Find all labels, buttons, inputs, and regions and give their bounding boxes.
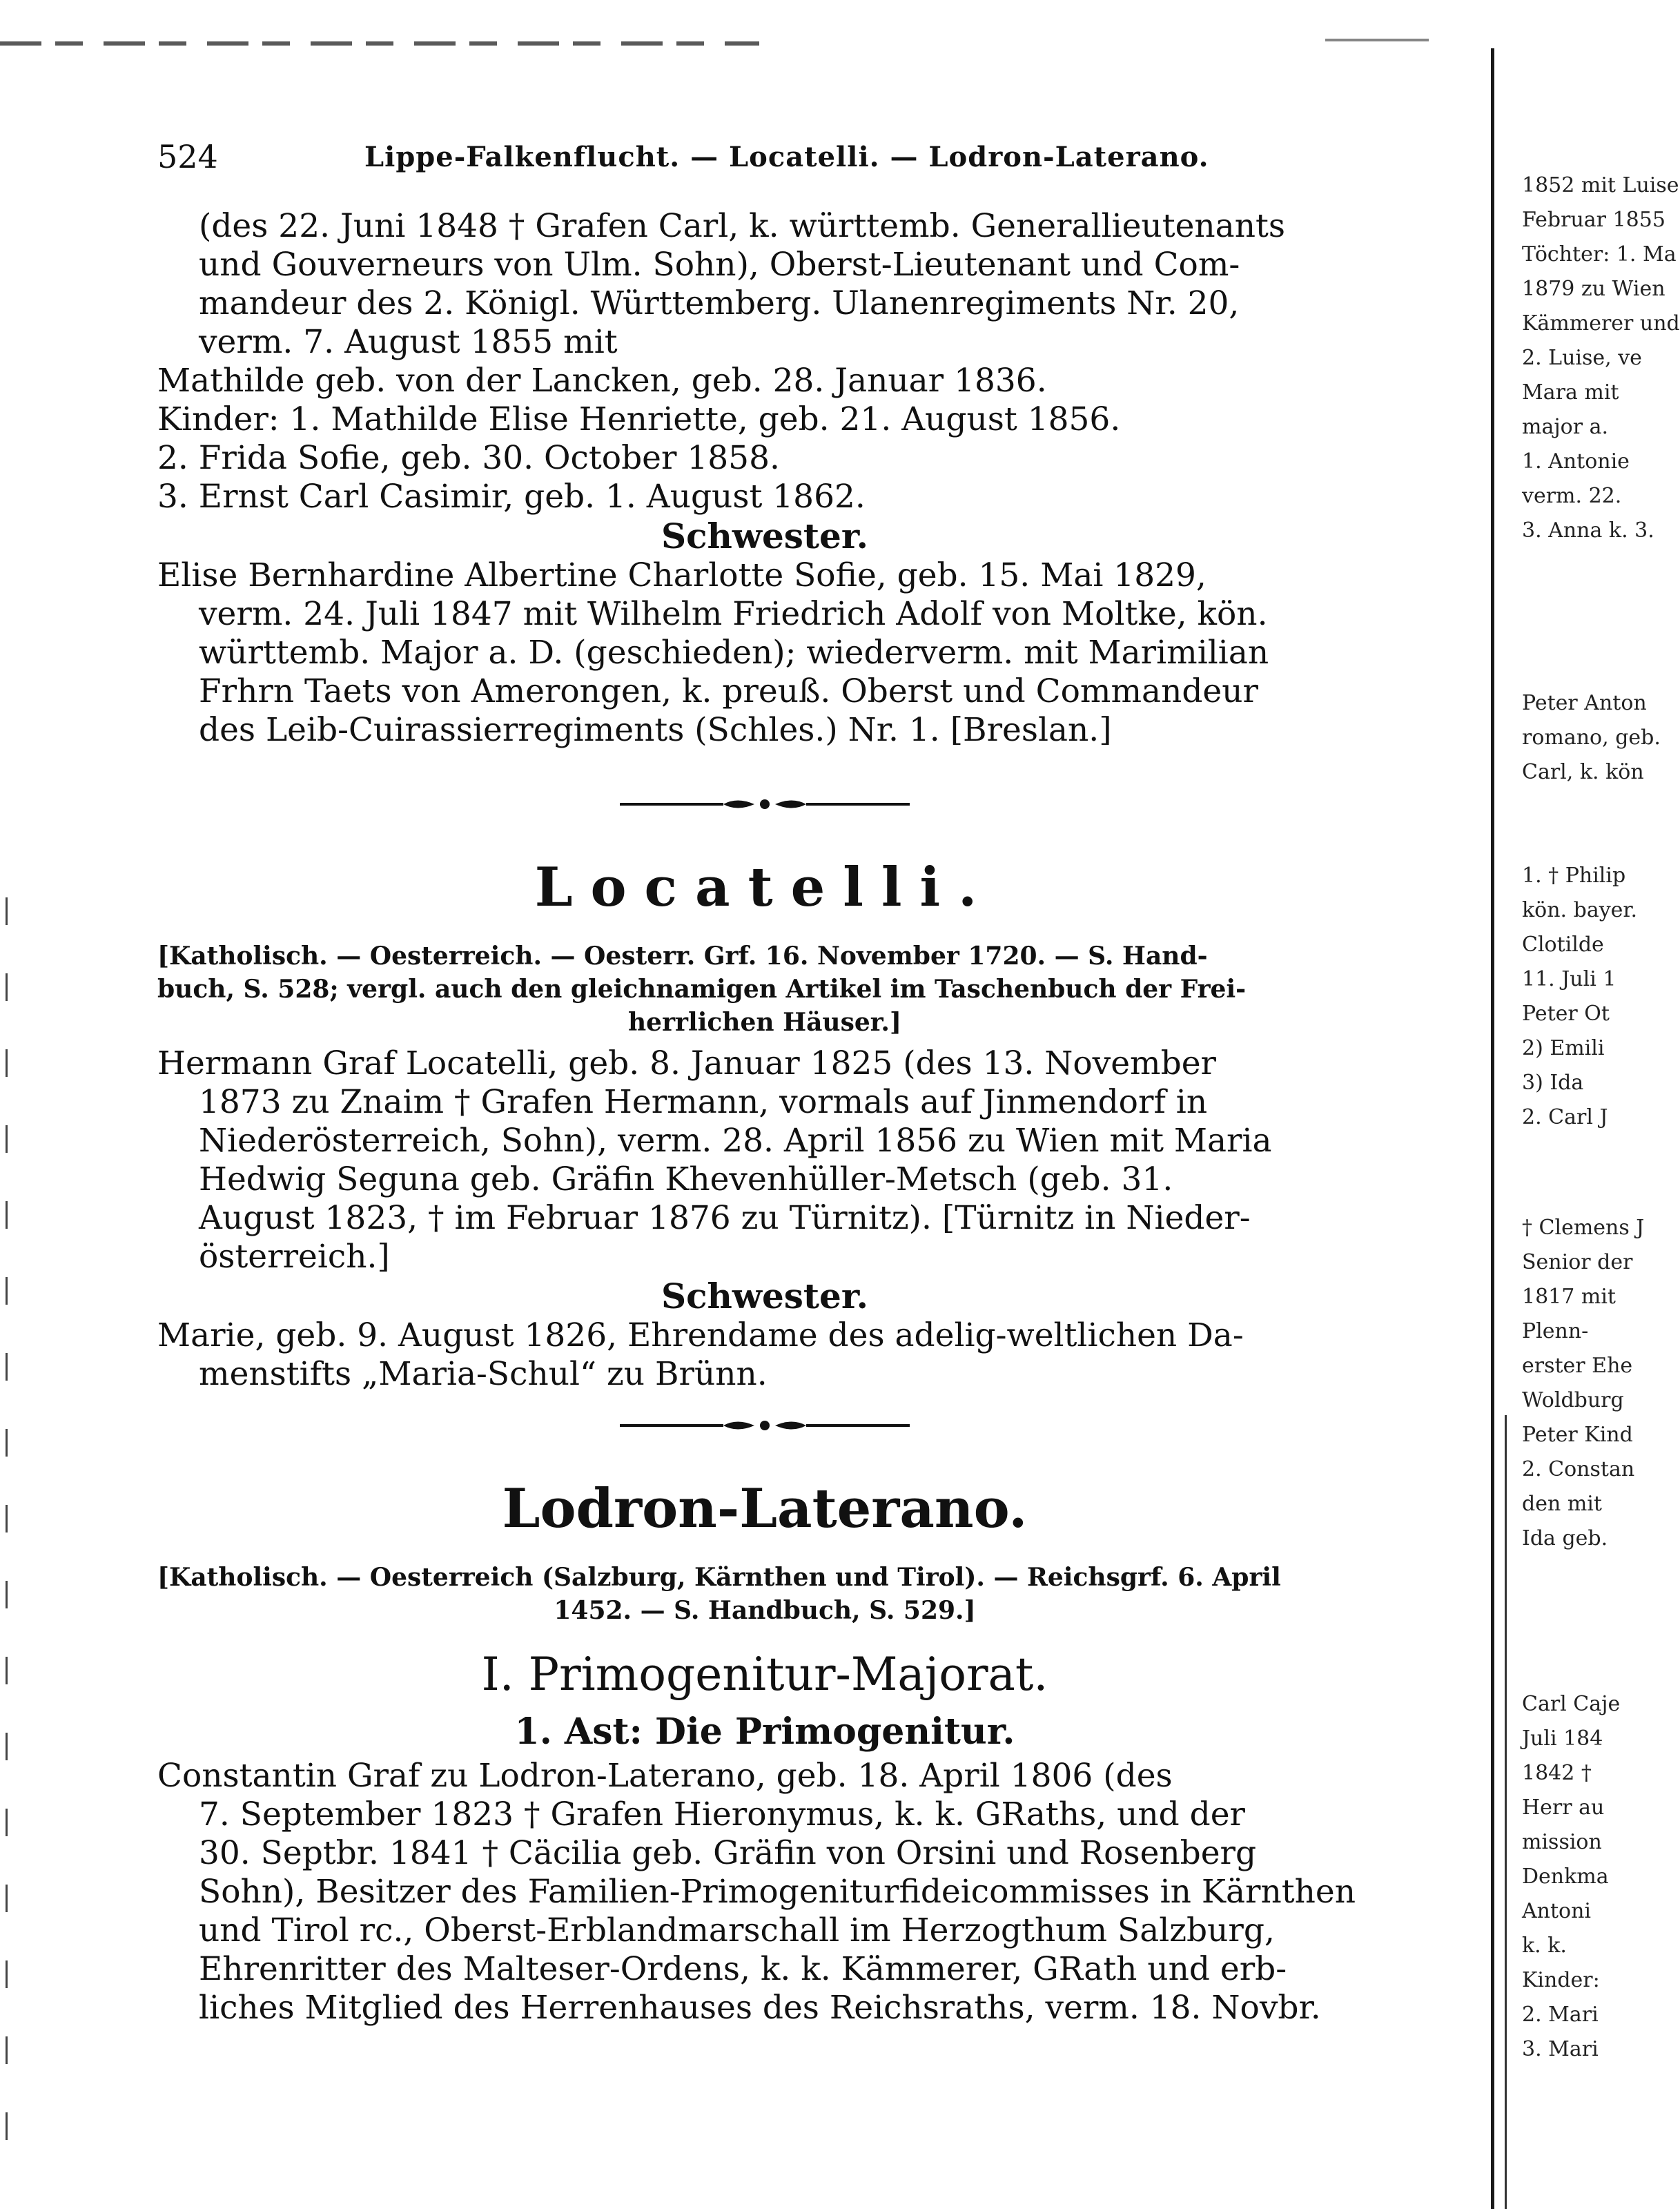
margin-fragment: 1842 † [1522,1761,1592,1785]
margin-fragment: Carl, k. kön [1522,760,1644,784]
text-line: Frhrn Taets von Amerongen, k. preuß. Oberst und Commandeur [199,672,1258,710]
text-line: (des 22. Juni 1848 † Grafen Carl, k. württemb. Generallieutenants [199,207,1285,245]
margin-fragment: romano, geb. [1522,726,1661,750]
margin-fragment: den mit [1522,1492,1602,1516]
text-line: verm. 7. August 1855 mit [199,323,618,361]
family-title: Locatelli. [534,856,995,919]
text-line: des Leib-Cuirassierregiments (Schles.) Nr. 1. [Breslan.] [199,711,1112,749]
branch-title: 1. Ast: Die Primogenitur. [514,1711,1015,1753]
text-line: 1873 zu Znaim † Grafen Hermann, vormals auf Jinmendorf in [199,1083,1208,1121]
text-line: Niederösterreich, Sohn), verm. 28. April 1856 zu Wien mit Maria [199,1122,1272,1160]
text-line: 7. September 1823 † Grafen Hieronymus, k. k. GRaths, und der [199,1796,1246,1833]
lippe-entry [157,207,1372,750]
text-line: Hermann Graf Locatelli, geb. 8. Januar 1825 (des 13. November [157,1044,1216,1082]
children-line: 3. Ernst Carl Casimir, geb. 1. August 1862. [157,478,866,516]
text-line: verm. 24. Juli 1847 mit Wilhelm Friedrich Adolf von Moltke, kön. [199,595,1268,633]
text-line: Marie, geb. 9. August 1826, Ehrendame des adelig-weltlichen Da- [157,1316,1244,1354]
margin-fragment: Plenn- [1522,1319,1589,1343]
page-gutter [1505,1415,1507,2209]
meta-line: 1452. — S. Handbuch, S. 529.] [554,1596,976,1625]
children-line: Kinder: 1. Mathilde Elise Henriette, geb. 21. August 1856. [157,400,1121,438]
running-head: Lippe-Falkenflucht. — Locatelli. — Lodron-Laterano. [364,141,1209,173]
text-line: Sohn), Besitzer des Familien-Primogeniturfideicommisses in Kärnthen [199,1873,1356,1911]
page-gutter [1491,48,1494,2209]
text-line: württemb. Major a. D. (geschieden); wiederverm. mit Marimilian [199,634,1269,672]
text-line: August 1823, † im Februar 1876 zu Türnitz). [Türnitz in Nieder- [199,1199,1251,1237]
margin-fragment: Carl Caje [1522,1692,1621,1716]
margin-fragment: Kinder: [1522,1968,1600,1992]
page-header [157,138,1386,179]
margin-fragment: 11. Juli 1 [1522,967,1616,991]
meta-line: [Katholisch. — Oesterreich (Salzburg, Kärnthen und Tirol). — Reichsgrf. 6. April [157,1563,1281,1592]
margin-fragment: 1852 mit Luise [1522,173,1679,197]
locatelli-section [157,856,1372,1394]
section-ornament [620,1415,910,1436]
margin-fragment: 2. Constan [1522,1457,1635,1481]
text-line: Hedwig Seguna geb. Gräfin Khevenhüller-Metsch (geb. 31. [199,1160,1173,1198]
margin-fragment: 1. Antonie [1522,449,1630,474]
margin-fragment: 2. Luise, ve [1522,346,1642,370]
margin-fragment: Ida geb. [1522,1526,1608,1550]
lodron-section [157,1477,1372,2027]
margin-fragment: Antoni [1522,1899,1592,1923]
meta-line: herrlichen Häuser.] [628,1008,901,1037]
scan-edge-marks [6,897,8,2140]
margin-fragment: † Clemens J [1522,1216,1645,1240]
margin-fragment: 1879 zu Wien [1522,277,1666,301]
margin-fragment: mission [1522,1830,1602,1854]
margin-fragment: 2) Emili [1522,1036,1605,1060]
page-number: 524 [157,138,218,175]
margin-fragment: Februar 1855 [1522,208,1666,232]
text-line: und Gouverneurs von Ulm. Sohn), Oberst-Lieutenant und Com- [199,246,1240,284]
margin-fragment: Woldburg [1522,1388,1624,1412]
text-line: und Tirol rc., Oberst-Erblandmarschall im Herzogthum Salzburg, [199,1911,1275,1949]
margin-fragment: 2. Mari [1522,2003,1599,2027]
text-line: Ehrenritter des Malteser-Ordens, k. k. Kämmerer, GRath und erb- [199,1950,1287,1988]
margin-fragment: k. k. [1522,1934,1567,1958]
scan-edge-rule [1325,39,1429,41]
family-title: Lodron-Laterano. [502,1477,1028,1540]
margin-fragment: Mara mit [1522,380,1619,405]
text-line: Elise Bernhardine Albertine Charlotte Sofie, geb. 15. Mai 1829, [157,556,1207,594]
meta-line: [Katholisch. — Oesterreich. — Oesterr. Grf. 16. November 1720. — S. Hand- [157,942,1208,971]
margin-fragment: Peter Kind [1522,1423,1633,1447]
margin-fragment: 3. Mari [1522,2037,1599,2061]
margin-fragment: 1. † Philip [1522,864,1626,888]
margin-fragment: erster Ehe [1522,1354,1633,1378]
meta-line: buch, S. 528; vergl. auch den gleichnamigen Artikel im Taschenbuch der Frei- [157,975,1247,1004]
sister-heading: Schwester. [661,516,868,556]
scan-edge-rule [0,41,759,46]
margin-fragment: 2. Carl J [1522,1105,1608,1129]
margin-fragment: major a. [1522,415,1608,439]
margin-fragment: verm. 22. [1522,484,1622,508]
margin-fragment: 3. Anna k. 3. [1522,518,1654,543]
children-line: 2. Frida Sofie, geb. 30. October 1858. [157,439,780,477]
text-line: menstifts „Maria-Schul“ zu Brünn. [199,1355,768,1393]
margin-fragment: Töchter: 1. Ma [1522,242,1677,266]
text-line: 30. Septbr. 1841 † Cäcilia geb. Gräfin von Orsini und Rosenberg [199,1834,1257,1872]
margin-fragment: Clotilde [1522,933,1604,957]
text-line: mandeur des 2. Königl. Württemberg. Ulanenregiments Nr. 20, [199,284,1240,322]
margin-fragment: kön. bayer. [1522,898,1638,922]
margin-fragment: Kämmerer und [1522,311,1680,335]
section-ornament [620,794,910,815]
sister-heading: Schwester. [661,1276,868,1316]
margin-fragment: Senior der [1522,1250,1633,1274]
margin-fragment: 3) Ida [1522,1071,1584,1095]
text-line: liches Mitglied des Herrenhauses des Reichsraths, verm. 18. Novbr. [199,1989,1321,2027]
margin-fragment: Peter Anton [1522,691,1647,715]
text-line: österreich.] [199,1238,390,1276]
wife-line: Mathilde geb. von der Lancken, geb. 28. Januar 1836. [157,362,1047,400]
margin-fragment: Juli 184 [1522,1726,1603,1751]
margin-fragment: Peter Ot [1522,1002,1610,1026]
margin-fragment: Denkma [1522,1865,1609,1889]
margin-fragment: 1817 mit [1522,1285,1616,1309]
margin-fragment: Herr au [1522,1796,1605,1820]
section-title: I. Primogenitur-Majorat. [481,1648,1048,1701]
text-line: Constantin Graf zu Lodron-Laterano, geb. 18. April 1806 (des [157,1757,1173,1795]
